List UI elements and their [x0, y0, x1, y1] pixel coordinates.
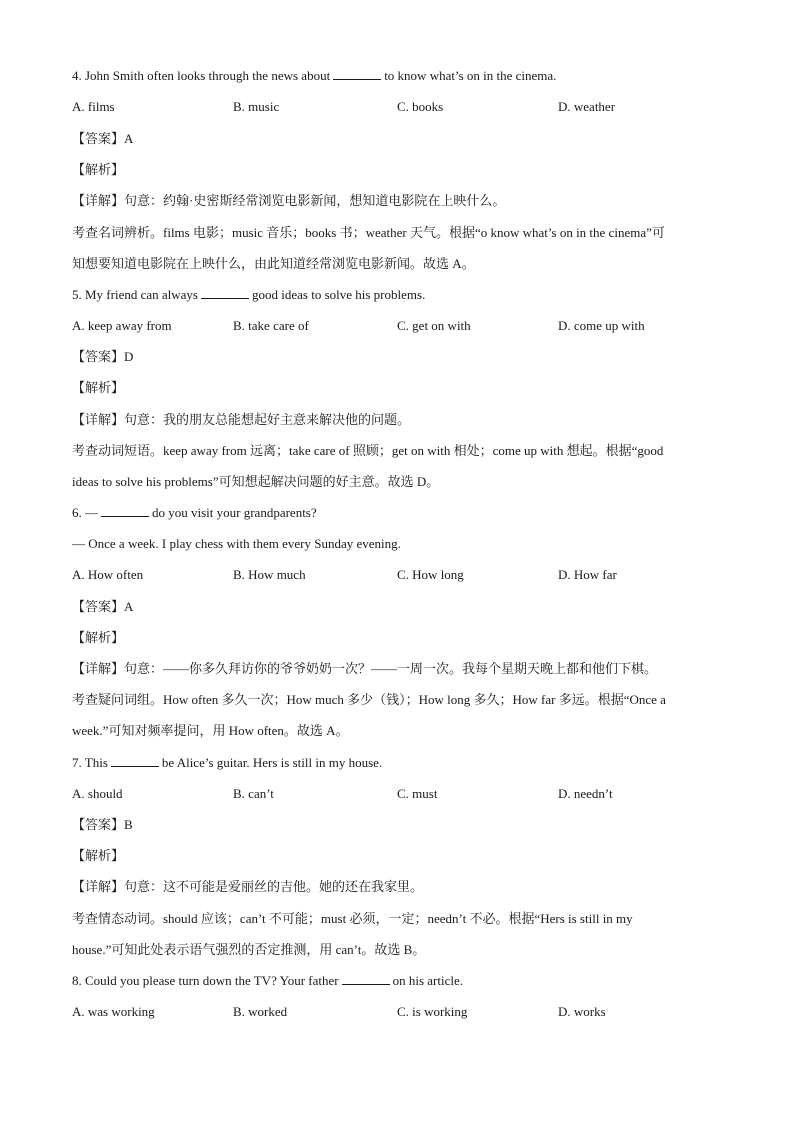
question-4-analysis-label: 【解析】 [72, 162, 125, 177]
question-4-option-d: D. weather [558, 99, 616, 114]
answer-label: 【答案】 [72, 349, 125, 364]
stem-text: do you visit your grandparents? [152, 505, 317, 520]
detail-text: 句意：这不可能是爱丽丝的吉他。她的还在我家里。 [124, 879, 424, 894]
question-4-detail [72, 192, 722, 210]
question-8-option-c: C. is working [397, 1004, 468, 1019]
stem-text: 5. My friend can always [72, 287, 198, 302]
detail-label: 【详解】 [72, 412, 125, 427]
question-8-option-b: B. worked [233, 1004, 288, 1019]
answer-value: A [124, 131, 134, 146]
stem-text: 8. Could you please turn down the TV? Your father [72, 973, 339, 988]
answer-label: 【答案】 [72, 131, 125, 146]
question-5-analysis-label: 【解析】 [72, 380, 125, 395]
stem-text: good ideas to solve his problems. [252, 287, 426, 302]
stem-text: 6. — [72, 505, 98, 520]
answer-blank [333, 67, 381, 80]
question-6-option-a: A. How often [72, 567, 144, 582]
question-6-option-b: B. How much [233, 567, 306, 582]
answer-blank [101, 504, 149, 517]
question-7-option-b: B. can’t [233, 786, 274, 801]
question-4-explain-line: 考查名词辨析。films 电影；music 音乐；books 书；weather 天气。根据“o know what’s on in the cinema”可 [72, 225, 665, 240]
question-6-stem [72, 504, 722, 522]
stem-text: 4. John Smith often looks through the news about [72, 68, 331, 83]
question-4-stem [72, 67, 722, 85]
stem-text: on his article. [392, 973, 463, 988]
stem-text: be Alice’s guitar. Hers is still in my house. [161, 755, 383, 770]
answer-label: 【答案】 [72, 599, 125, 614]
question-5-stem [72, 286, 722, 304]
answer-blank [342, 972, 390, 985]
answer-value: A [124, 599, 134, 614]
question-6-analysis-label: 【解析】 [72, 630, 125, 645]
answer-blank [201, 286, 249, 299]
question-6-detail [72, 660, 722, 678]
detail-text: 句意：约翰·史密斯经常浏览电影新闻，想知道电影院在上映什么。 [124, 193, 506, 208]
question-7-explain-line: house.”可知此处表示语气强烈的否定推测，用 can’t。故选 B。 [72, 942, 426, 957]
question-6-option-d: D. How far [558, 567, 617, 582]
question-8-stem [72, 972, 722, 990]
question-6-stem-line2: — Once a week. I play chess with them every Sunday evening. [72, 536, 401, 551]
question-7-option-a: A. should [72, 786, 123, 801]
stem-text: to know what’s on in the cinema. [384, 68, 557, 83]
question-5-option-b: B. take care of [233, 318, 309, 333]
question-4-option-a: A. films [72, 99, 115, 114]
question-8-option-d: D. works [558, 1004, 606, 1019]
detail-label: 【详解】 [72, 661, 125, 676]
answer-blank [111, 754, 159, 767]
question-6-explain-line: 考查疑问词组。How often 多久一次；How much 多少（钱）；How long 多久；How far 多远。根据“Once a [72, 692, 666, 707]
question-8-option-a: A. was working [72, 1004, 155, 1019]
question-5-option-c: C. get on with [397, 318, 471, 333]
detail-text: 句意：我的朋友总能想起好主意来解决他的问题。 [124, 412, 411, 427]
question-5-answer [72, 348, 722, 366]
question-7-detail [72, 878, 722, 896]
question-5-option-d: D. come up with [558, 318, 645, 333]
question-7-explain-line: 考查情态动词。should 应该；can’t 不可能；must 必须，一定；needn’t 不必。根据“Hers is still in my [72, 911, 633, 926]
question-4-explain-line: 知想要知道电影院在上映什么，由此知道经常浏览电影新闻。故选 A。 [72, 256, 475, 271]
question-4-option-c: C. books [397, 99, 444, 114]
answer-value: D [124, 349, 134, 364]
answer-value: B [124, 817, 133, 832]
question-4-option-b: B. music [233, 99, 280, 114]
question-4-answer [72, 130, 722, 148]
question-7-answer [72, 816, 722, 834]
question-7-option-d: D. needn’t [558, 786, 613, 801]
question-5-explain-line: 考查动词短语。keep away from 远离；take care of 照顾；get on with 相处；come up with 想起。根据“good [72, 443, 664, 458]
question-7-stem [72, 754, 722, 772]
detail-label: 【详解】 [72, 193, 125, 208]
question-6-option-c: C. How long [397, 567, 464, 582]
question-5-option-a: A. keep away from [72, 318, 172, 333]
question-6-answer [72, 598, 722, 616]
question-5-detail [72, 411, 722, 429]
detail-text: 句意：——你多久拜访你的爷爷奶奶一次？——一周一次。我每个星期天晚上都和他们下棋。 [124, 661, 658, 676]
answer-label: 【答案】 [72, 817, 125, 832]
question-5-explain-line: ideas to solve his problems”可知想起解决问题的好主意。故选 D。 [72, 474, 440, 489]
detail-label: 【详解】 [72, 879, 125, 894]
question-6-explain-line: week.”可知对频率提问，用 How often。故选 A。 [72, 723, 349, 738]
stem-text: 7. This [72, 755, 108, 770]
question-7-analysis-label: 【解析】 [72, 848, 125, 863]
question-7-option-c: C. must [397, 786, 438, 801]
